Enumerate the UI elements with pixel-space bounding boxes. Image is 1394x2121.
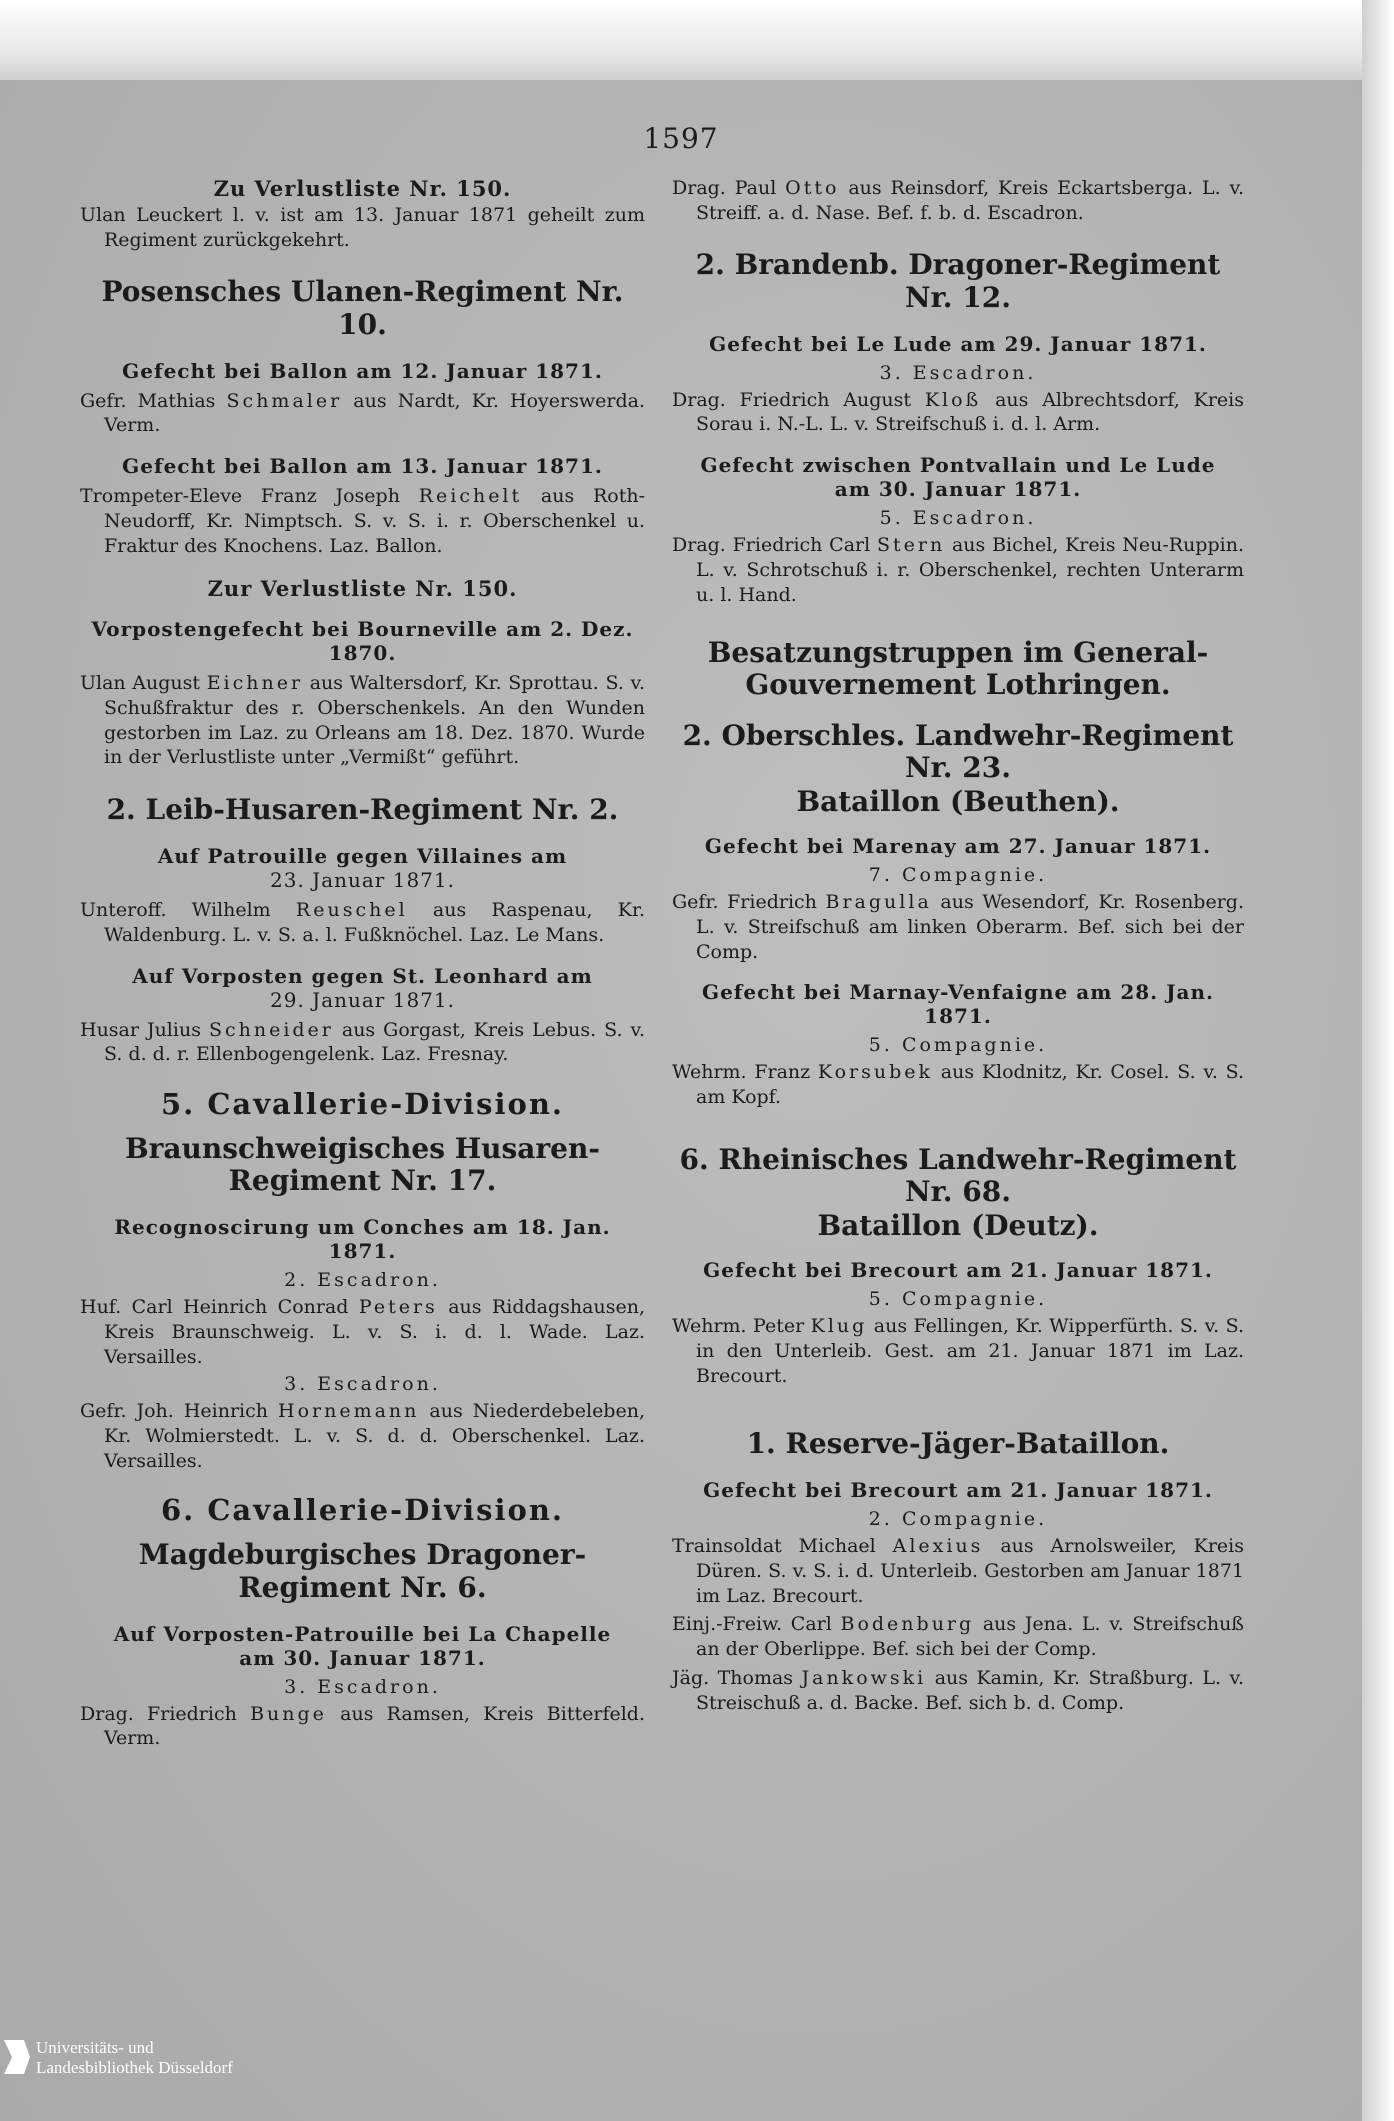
battle-heading: Vorpostengefecht bei Bourneville am 2. Dez. 1870. (91, 617, 634, 666)
battle-date: 29. Januar 1871. (270, 987, 455, 1012)
battle-heading: Recognoscirung um Conches am 18. Jan. 1871. (114, 1215, 611, 1264)
regiment-heading: 6. Rheinisches Landwehr-Regiment Nr. 68. (679, 1142, 1237, 1208)
regiment-heading: Posensches Ulanen-Regiment Nr. 10. (101, 275, 624, 341)
regiment-heading: 2. Brandenb. Dragoner-Regiment Nr. 12. (695, 248, 1221, 314)
regiment-heading: 2. Oberschles. Landwehr-Regiment Nr. 23. (682, 718, 1234, 784)
unit-heading: 3. Escadron. (284, 1373, 441, 1396)
battle-heading: Gefecht bei Marnay-Venfaigne am 28. Jan. 1871. (701, 980, 1214, 1029)
soldier-name: Kloß (924, 388, 982, 411)
library-watermark (0, 2030, 300, 2086)
battle-date: 23. Januar 1871. (270, 868, 455, 893)
unit-heading: 3. Escadron. (284, 1675, 441, 1698)
soldier-name: Schmaler (226, 389, 343, 412)
battle-heading: Gefecht bei Brecourt am 21. Januar 1871. (703, 1478, 1213, 1503)
section-heading: Zur Verlustliste Nr. 150. (207, 576, 518, 602)
regiment-heading: Magdeburgisches Dragoner-Regiment Nr. 6. (138, 1538, 587, 1604)
soldier-name: Peters (358, 1296, 438, 1319)
battle-heading: Gefecht bei Ballon am 12. Januar 1871. (122, 358, 603, 383)
battle-date: am 30. Januar 1871. (834, 477, 1082, 502)
casualty-entry: Trompeter-Eleve Franz Joseph Reichelt aus Roth-Neudorff, Kr. Nimptsch. S. v. S. i. r. Oberschenkel u. Fraktur des Knochens. Laz. Ballon. (80, 485, 645, 557)
casualty-entry: Drag. Friedrich August Kloß aus Albrechtsdorf, Kreis Sorau i. N.-L. L. v. Streifschuß i. d. l. Arm. (672, 388, 1244, 436)
battle-heading: Gefecht bei Le Lude am 29. Januar 1871. (709, 331, 1207, 356)
soldier-name: Hornemann (278, 1400, 420, 1423)
scan-border-right (1362, 0, 1394, 2121)
regiment-heading: 2. Leib-Husaren-Regiment Nr. 2. (106, 792, 619, 826)
library-watermark-text: Universitäts- und Landesbibliothek Düsseldorf (36, 2038, 233, 2077)
regiment-heading: 1. Reserve-Jäger-Bataillon. (746, 1427, 1170, 1461)
soldier-name: Schneider (208, 1018, 334, 1041)
battle-heading: Auf Patrouille gegen Villaines am (157, 844, 568, 869)
casualty-entry: Drag. Paul Otto aus Reinsdorf, Kreis Eckartsberga. L. v. Streiff. a. d. Nase. Bef. f. b. d. Escadron. (672, 177, 1245, 224)
casualty-entry: Unteroff. Wilhelm Reuschel aus Raspenau, Kr. Waldenburg. L. v. S. a. l. Fußknöchel. Laz. Le Mans. (80, 899, 646, 946)
casualty-entry: Huf. Carl Heinrich Conrad Peters aus Riddagshausen, Kreis Braunschweig. L. v. S. i. d. l. Wade. Laz. Versailles. (80, 1296, 645, 1368)
unit-heading: 5. Compagnie. (868, 1034, 1048, 1057)
unit-heading: 5. Compagnie. (868, 1288, 1048, 1311)
casualty-entry: Wehrm. Franz Korsubek aus Klodnitz, Kr. Cosel. S. v. S. am Kopf. (672, 1061, 1244, 1108)
section-heading: Zu Verlustliste Nr. 150. (213, 176, 512, 201)
unit-heading: 7. Compagnie. (868, 864, 1048, 887)
casualty-entry: Ulan August Eichner aus Waltersdorf, Kr. Sprottau. S. v. Schußfraktur des r. Oberschenkels. An den Wunden gestorben im Laz. zu Orleans am 18. Dez. 1870. Wurde in der Verlustliste unter „Vermißt“ geführt. (80, 672, 646, 769)
unit-heading: 2. Escadron. (284, 1269, 441, 1292)
page-number: 1597 (643, 122, 719, 155)
soldier-name: Klug (810, 1315, 868, 1338)
soldier-name: Reuschel (295, 899, 408, 922)
soldier-name: Bodenburg (840, 1613, 975, 1636)
battalion-heading: Bataillon (Beuthen). (796, 784, 1120, 818)
left-column (80, 176, 645, 1755)
division-heading: 5. Cavallerie-Division. (160, 1086, 565, 1121)
soldier-name: Reichelt (418, 485, 523, 508)
soldier-name: Korsubek (817, 1061, 934, 1084)
casualty-entry: Jäg. Thomas Jankowski aus Kamin, Kr. Straßburg. L. v. Streischuß a. d. Backe. Bef. sich b. d. Comp. (672, 1666, 1244, 1714)
scan-border-top (0, 0, 1394, 80)
division-heading: 6. Cavallerie-Division. (160, 1493, 565, 1528)
soldier-name: Bunge (250, 1702, 327, 1725)
casualty-entry: Gefr. Joh. Heinrich Hornemann aus Niederdebeleben, Kr. Wolmierstedt. L. v. S. d. d. Oberschenkel. Laz. Versailles. (80, 1400, 645, 1472)
command-heading: Besatzungstruppen im General-Gouvernement Lothringen. (707, 636, 1209, 702)
casualty-entry: Drag. Friedrich Carl Stern aus Bichel, Kreis Neu-Ruppin. L. v. Schrotschuß i. r. Oberschenkel, rechten Unterarm u. l. Hand. (672, 534, 1244, 606)
casualty-entry: Einj.-Freiw. Carl Bodenburg aus Jena. L. v. Streifschuß an der Oberlippe. Bef. sich bei der Comp. (672, 1613, 1244, 1661)
casualty-entry: Wehrm. Peter Klug aus Fellingen, Kr. Wipperfürth. S. v. S. in den Unterleib. Gest. am 21. Januar 1871 im Laz. Brecourt. (672, 1315, 1244, 1387)
unit-heading: 2. Compagnie. (868, 1508, 1048, 1531)
battle-heading: Gefecht zwischen Pontvallain und Le Lude (700, 453, 1216, 478)
battle-heading: Gefecht bei Ballon am 13. Januar 1871. (122, 454, 603, 479)
battle-heading: Auf Vorposten gegen St. Leonhard am (132, 963, 593, 988)
battle-date: am 30. Januar 1871. (239, 1645, 486, 1670)
casualty-entry: Drag. Friedrich Bunge aus Ramsen, Kreis Bitterfeld. Verm. (80, 1702, 645, 1750)
regiment-heading: Braunschweigisches Husaren-Regiment Nr. 17. (125, 1131, 600, 1198)
soldier-name: Alexius (892, 1535, 984, 1558)
soldier-name: Eichner (206, 672, 304, 695)
unit-heading: 3. Escadron. (879, 361, 1037, 384)
casualty-entry: Gefr. Mathias Schmaler aus Nardt, Kr. Hoyerswerda. Verm. (80, 389, 645, 437)
soldier-name: Stern (876, 534, 946, 557)
battalion-heading: Bataillon (Deutz). (817, 1208, 1099, 1242)
soldier-name: Jankowski (801, 1666, 927, 1689)
battle-heading: Auf Vorposten-Patrouille bei La Chapelle (113, 1621, 612, 1646)
battle-heading: Gefecht bei Brecourt am 21. Januar 1871. (703, 1258, 1213, 1283)
library-logo-icon (2, 2036, 32, 2078)
casualty-entry: Trainsoldat Michael Alexius aus Arnolsweiler, Kreis Düren. S. v. S. i. d. Unterleib. Gestorben am Januar 1871 im Laz. Brecourt. (672, 1535, 1244, 1607)
casualty-entry: Husar Julius Schneider aus Gorgast, Kreis Lebus. S. v. S. d. d. r. Ellenbogengelenk. Laz. Fresnay. (80, 1018, 646, 1066)
entry-paragraph: Ulan Leuckert l. v. ist am 13. Januar 1871 geheilt zum Regiment zurückgekehrt. (80, 204, 645, 251)
soldier-name: Bragulla (825, 891, 932, 914)
soldier-name: Otto (785, 177, 840, 199)
document-page (0, 80, 1362, 2121)
casualty-entry: Gefr. Friedrich Bragulla aus Wesendorf, Kr. Rosenberg. L. v. Streifschuß am linken Oberarm. Bef. sich bei der Comp. (672, 891, 1244, 963)
battle-heading: Gefecht bei Marenay am 27. Januar 1871. (704, 834, 1212, 859)
unit-heading: 5. Escadron. (879, 507, 1037, 530)
right-column (672, 176, 1244, 1719)
